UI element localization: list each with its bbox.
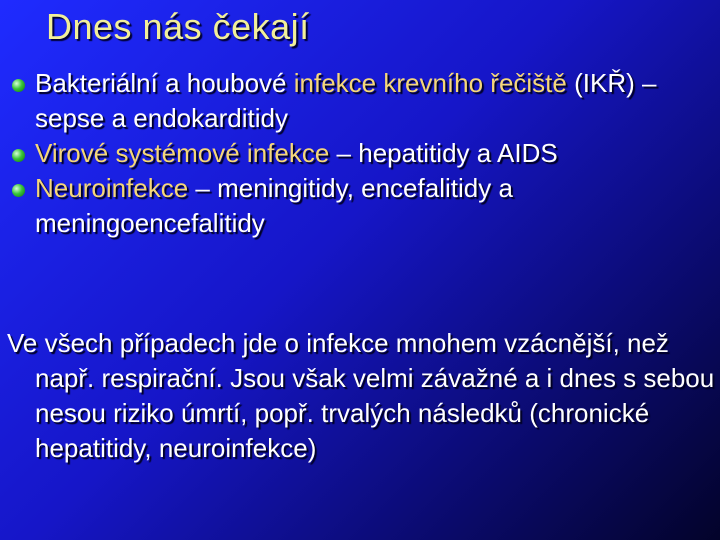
bullet-highlight: Virové systémové infekce xyxy=(35,138,330,168)
bullet-highlight: Neuroinfekce xyxy=(35,173,189,203)
slide-title: Dnes nás čekají xyxy=(46,6,310,47)
bullet-dot-icon xyxy=(12,149,25,162)
bullet-rest: – hepatitidy a AIDS xyxy=(329,138,558,168)
bullet-item xyxy=(0,136,720,171)
bullet-rest: (IKŘ) – sepse a endokarditidy xyxy=(35,68,657,133)
bullet-list xyxy=(0,66,720,241)
summary-text: Ve všech případech jde o infekce mnohem vzácnější, než např. respirační. Jsou však velmi závažné a i dnes s sebou nesou riziko úmrtí, popř. trvalých následků (chronické hepatitidy, neuroinfekce) xyxy=(7,328,715,463)
bullet-lead: Bakteriální a houbové xyxy=(35,68,294,98)
bullet-rest: – meningitidy, encefalitidy a meningoencefalitidy xyxy=(35,173,513,238)
summary-paragraph xyxy=(7,326,715,466)
bullet-highlight: infekce krevního řečiště xyxy=(293,68,567,98)
bullet-item xyxy=(0,171,720,241)
bullet-dot-icon xyxy=(12,184,25,197)
bullet-dot-icon xyxy=(12,79,25,92)
bullet-item xyxy=(0,66,720,136)
